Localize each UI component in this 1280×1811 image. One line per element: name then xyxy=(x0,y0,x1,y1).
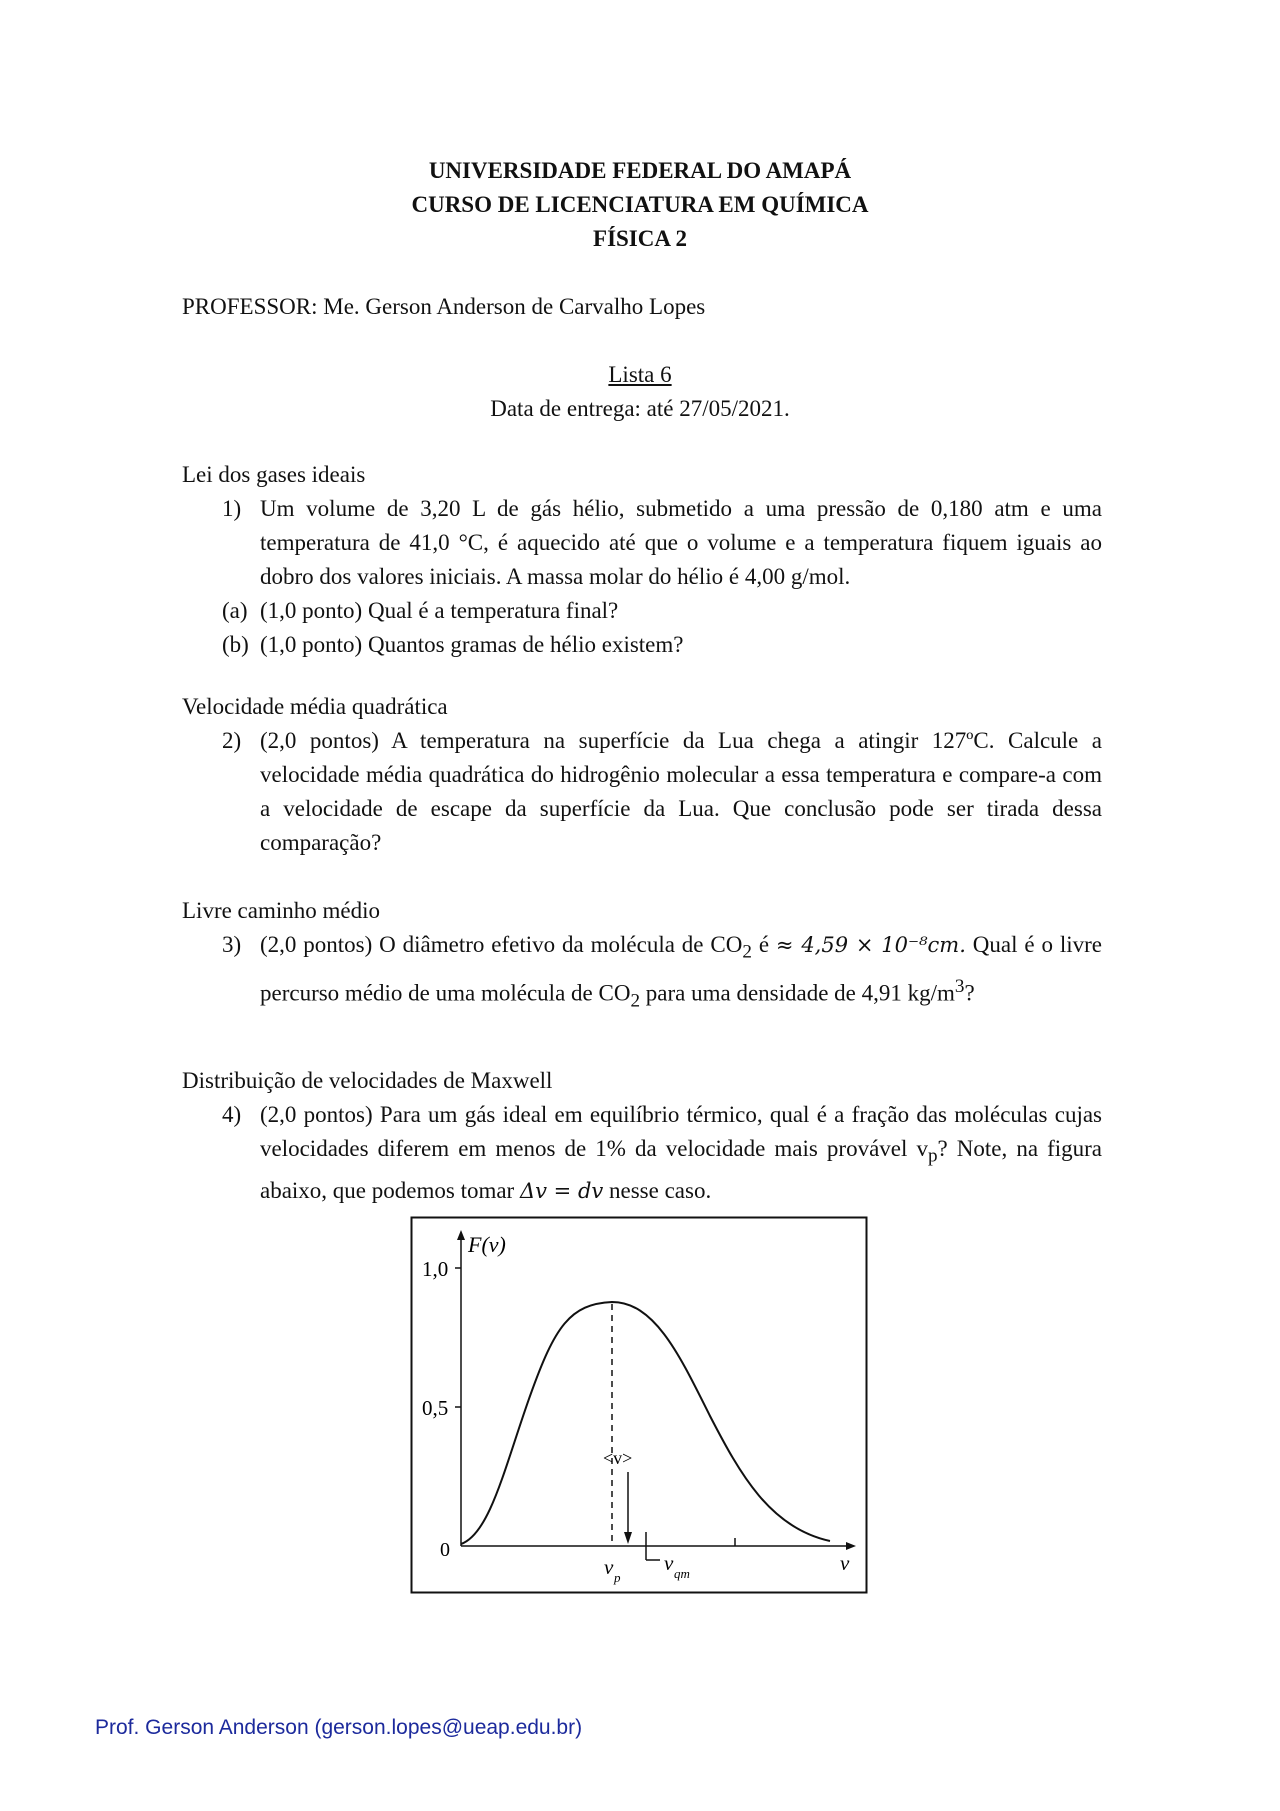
due-date: Data de entrega: até 27/05/2021. xyxy=(490,396,790,421)
subject-name: FÍSICA 2 xyxy=(593,226,687,251)
subitem-label: (b) xyxy=(222,632,249,657)
math-expression: Δv = dv xyxy=(519,1178,604,1203)
y-axis-arrow xyxy=(457,1230,465,1240)
question-text-part: é xyxy=(751,932,776,957)
question-text-part: (2,0 pontos) O diâmetro efetivo da molécula de CO xyxy=(260,932,743,957)
section-title: Distribuição de velocidades de Maxwell xyxy=(182,1068,553,1093)
question-1b xyxy=(182,628,1102,662)
math-expression: ≈ 4,59 × 10⁻⁸cm. xyxy=(775,933,966,957)
footer-contact: Prof. Gerson Anderson (gerson.lopes@ueap.edu.br) xyxy=(95,1716,583,1739)
question-1 xyxy=(182,492,1102,594)
origin-label: 0 xyxy=(440,1539,450,1561)
subscript: p xyxy=(927,1145,938,1167)
x-axis-label: v xyxy=(840,1551,850,1575)
question-text-part: Qual é o livre percurso médio de uma molécula de CO xyxy=(260,932,1102,1006)
assignment-title: Lista 6 xyxy=(608,362,672,387)
question-number: 2) xyxy=(222,728,242,753)
mean-speed-arrowhead xyxy=(624,1532,632,1544)
section-title: Livre caminho médio xyxy=(182,898,380,923)
question-text-part: ? Note, na figura abaixo, que podemos tomar xyxy=(260,1136,1103,1203)
y-axis-label: F(v) xyxy=(468,1232,506,1257)
distribution-curve xyxy=(461,1302,830,1544)
section-title: Lei dos gases ideais xyxy=(182,462,366,487)
question-text-part: para uma densidade de 4,91 kg/m xyxy=(640,980,955,1006)
question-number: 3) xyxy=(222,932,242,957)
university-name: UNIVERSIDADE FEDERAL DO AMAPÁ xyxy=(428,158,852,183)
question-text: Um volume de 3,20 L de gás hélio, submetido a uma pressão de 0,180 atm e uma temperatura de 41,0 °C, é aquecido até que o volume e a temperatura fiquem iguais ao dobro dos valores iniciais. A massa molar do hélio é 4,00 g/mol. xyxy=(260,496,1102,589)
question-3 xyxy=(182,928,1102,1018)
section-mean-free-path xyxy=(182,894,1102,1018)
maxwell-distribution-figure xyxy=(410,1216,868,1594)
subscript: 2 xyxy=(742,941,752,963)
question-number: 4) xyxy=(222,1102,242,1127)
assignment-info xyxy=(0,358,1280,426)
question-number: 1) xyxy=(222,496,242,521)
professor-line: PROFESSOR: Me. Gerson Anderson de Carvalho Lopes xyxy=(182,294,706,319)
vp-label: v xyxy=(604,1555,614,1579)
question-text-part: nesse caso. xyxy=(603,1177,712,1203)
mean-speed-label: <v> xyxy=(603,1448,633,1468)
subscript: 2 xyxy=(630,989,641,1011)
vqm-label: v xyxy=(664,1551,674,1575)
question-text: (2,0 pontos) A temperatura na superfície da Lua chega a atingir 127ºC. Calcule a velocidade média quadrática do hidrogênio molecular a essa temperatura e compare-a com a velocidade de escape da superfície da Lua. Que conclusão pode ser tirada dessa comparação? xyxy=(260,728,1102,855)
figure-frame xyxy=(412,1218,867,1593)
subitem-text: (1,0 ponto) Qual é a temperatura final? xyxy=(260,598,619,623)
document-header xyxy=(0,154,1280,256)
vp-subscript: p xyxy=(614,1570,621,1585)
section-title: Velocidade média quadrática xyxy=(182,694,448,719)
y-tick-label-mid: 0,5 xyxy=(422,1396,449,1420)
question-4 xyxy=(182,1098,1102,1208)
section-maxwell xyxy=(182,1064,1102,1208)
section-rms-speed xyxy=(182,690,1102,860)
subitem-text: (1,0 ponto) Quantos gramas de hélio existem? xyxy=(260,632,684,657)
superscript: 3 xyxy=(954,975,965,997)
y-tick-label-top: 1,0 xyxy=(422,1257,449,1281)
question-1a xyxy=(182,594,1102,628)
question-text-part: (2,0 pontos) Para um gás ideal em equilíbrio térmico, qual é a fração das moléculas cujas velocidades diferem em menos de 1% da velocidade mais provável v xyxy=(260,1102,1102,1161)
vqm-subscript: qm xyxy=(674,1566,690,1581)
question-2 xyxy=(182,724,1102,860)
subitem-label: (a) xyxy=(222,598,248,623)
question-text-part: ? xyxy=(964,980,975,1006)
course-name: CURSO DE LICENCIATURA EM QUÍMICA xyxy=(411,192,869,217)
x-axis-arrow xyxy=(846,1542,856,1550)
section-ideal-gas xyxy=(182,458,1102,662)
